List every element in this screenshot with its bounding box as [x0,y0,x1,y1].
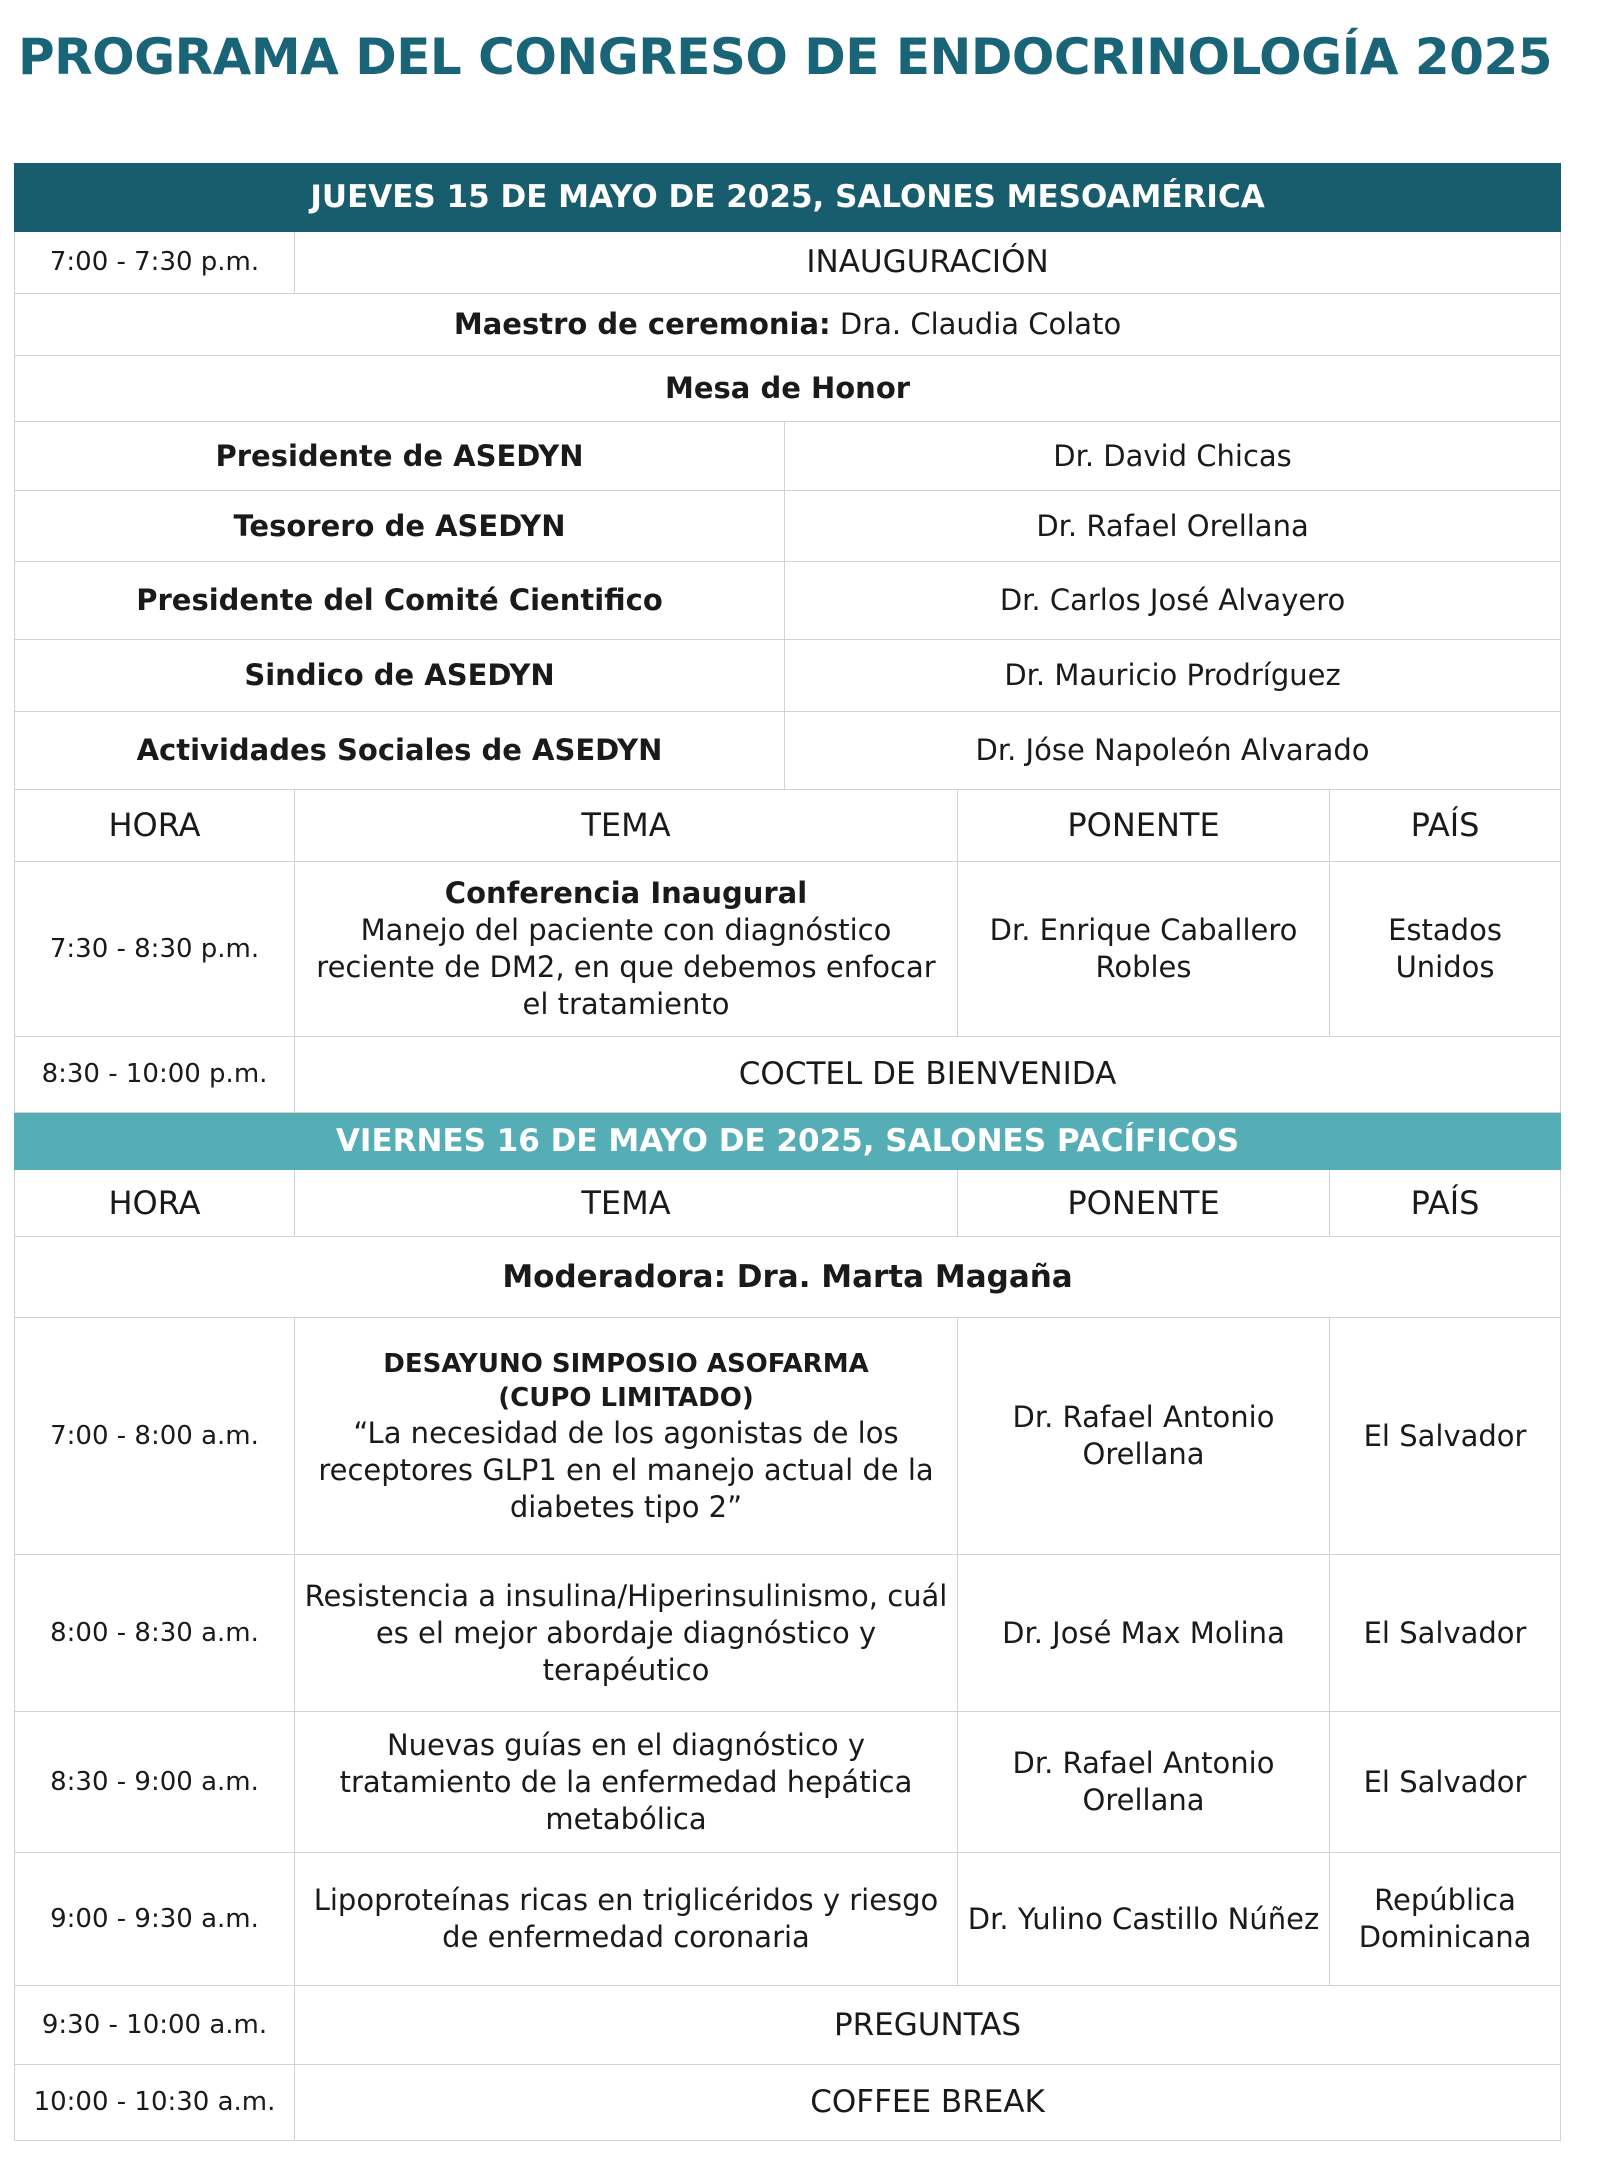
opening-row [15,232,1561,294]
honor-row [15,491,1561,562]
day1-column-header-row [15,790,1561,862]
session-row [15,1555,1561,1712]
questions-time: 9:30 - 10:00 a.m. [15,1986,295,2065]
keynote-country: Estados Unidos [1330,862,1561,1037]
session-country: República Dominicana [1330,1853,1561,1986]
honor-role: Tesorero de ASEDYN [15,491,785,562]
cocktail-row [15,1037,1561,1113]
page-title: PROGRAMA DEL CONGRESO DE ENDOCRINOLOGÍA 2025 [17,28,1553,86]
col-tema: TEMA [295,790,958,862]
day1-header-row [15,164,1561,232]
opening-time: 7:00 - 7:30 p.m. [15,232,295,294]
session-country: El Salvador [1330,1712,1561,1853]
col-hora: HORA [15,790,295,862]
questions-title: PREGUNTAS [295,1986,1561,2065]
session-time: 9:00 - 9:30 a.m. [15,1853,295,1986]
honor-row [15,422,1561,491]
honor-name: Dr. Mauricio Prodríguez [785,640,1561,712]
col-ponente: PONENTE [958,1170,1330,1237]
session-topic: Resistencia a insulina/Hiperinsulinismo, cuál es el mejor abordaje diagnóstico y terapéutico [295,1555,958,1712]
keynote-topic-cell [295,862,958,1037]
mc-name: Dra. Claudia Colato [839,307,1122,341]
col-ponente: PONENTE [958,790,1330,862]
session-topic: Lipoproteínas ricas en triglicéridos y riesgo de enfermedad coronaria [295,1853,958,1986]
symposium-time: 7:00 - 8:00 a.m. [15,1318,295,1555]
keynote-row [15,862,1561,1037]
session-row [15,1712,1561,1853]
symposium-topic: “La necesidad de los agonistas de los receptores GLP1 en el manejo actual de la diabetes tipo 2” [318,1415,934,1524]
keynote-label: Conferencia Inaugural [444,876,808,910]
day2-header: VIERNES 16 DE MAYO DE 2025, SALONES PACÍFICOS [15,1113,1561,1170]
keynote-time: 7:30 - 8:30 p.m. [15,862,295,1037]
honor-role: Sindico de ASEDYN [15,640,785,712]
keynote-topic: Manejo del paciente con diagnóstico reciente de DM2, en que debemos enfocar el tratamiento [316,913,936,1021]
cocktail-title: COCTEL DE BIENVENIDA [295,1037,1561,1113]
master-of-ceremony [15,294,1561,356]
symposium-speaker: Dr. Rafael Antonio Orellana [958,1318,1330,1555]
honor-table-heading: Mesa de Honor [15,356,1561,422]
honor-role: Presidente de ASEDYN [15,422,785,491]
session-speaker: Dr. José Max Molina [958,1555,1330,1712]
col-pais: PAÍS [1330,790,1561,862]
honor-name: Dr. David Chicas [785,422,1561,491]
session-speaker: Dr. Rafael Antonio Orellana [958,1712,1330,1853]
symposium-limit: (CUPO LIMITADO) [498,1382,754,1413]
honor-role: Presidente del Comité Cientifico [15,562,785,640]
opening-title: INAUGURACIÓN [295,232,1561,294]
session-time: 8:00 - 8:30 a.m. [15,1555,295,1712]
honor-row [15,640,1561,712]
honor-table-row [15,356,1561,422]
moderator-row [15,1237,1561,1318]
session-time: 8:30 - 9:00 a.m. [15,1712,295,1853]
coffee-title: COFFEE BREAK [295,2065,1561,2141]
honor-role: Actividades Sociales de ASEDYN [15,712,785,790]
questions-row [15,1986,1561,2065]
program-table [14,163,1561,2141]
day1-header: JUEVES 15 DE MAYO DE 2025, SALONES MESOAMÉRICA [15,164,1561,232]
coffee-time: 10:00 - 10:30 a.m. [15,2065,295,2141]
moderator: Moderadora: Dra. Marta Magaña [15,1237,1561,1318]
session-speaker: Dr. Yulino Castillo Núñez [958,1853,1330,1986]
honor-name: Dr. Rafael Orellana [785,491,1561,562]
session-row [15,1853,1561,1986]
symposium-row [15,1318,1561,1555]
day2-header-row [15,1113,1561,1170]
day2-column-header-row [15,1170,1561,1237]
col-tema: TEMA [295,1170,958,1237]
honor-name: Dr. Carlos José Alvayero [785,562,1561,640]
col-hora: HORA [15,1170,295,1237]
honor-name: Dr. Jóse Napoleón Alvarado [785,712,1561,790]
keynote-speaker: Dr. Enrique Caballero Robles [958,862,1330,1037]
honor-row [15,712,1561,790]
symposium-label: DESAYUNO SIMPOSIO ASOFARMA [383,1348,869,1379]
symposium-country: El Salvador [1330,1318,1561,1555]
coffee-row [15,2065,1561,2141]
symposium-topic-cell [295,1318,958,1555]
col-pais: PAÍS [1330,1170,1561,1237]
session-country: El Salvador [1330,1555,1561,1712]
mc-label: Maestro de ceremonia: [453,307,831,341]
mc-row [15,294,1561,356]
honor-row [15,562,1561,640]
cocktail-time: 8:30 - 10:00 p.m. [15,1037,295,1113]
session-topic: Nuevas guías en el diagnóstico y tratamiento de la enfermedad hepática metabólica [295,1712,958,1853]
